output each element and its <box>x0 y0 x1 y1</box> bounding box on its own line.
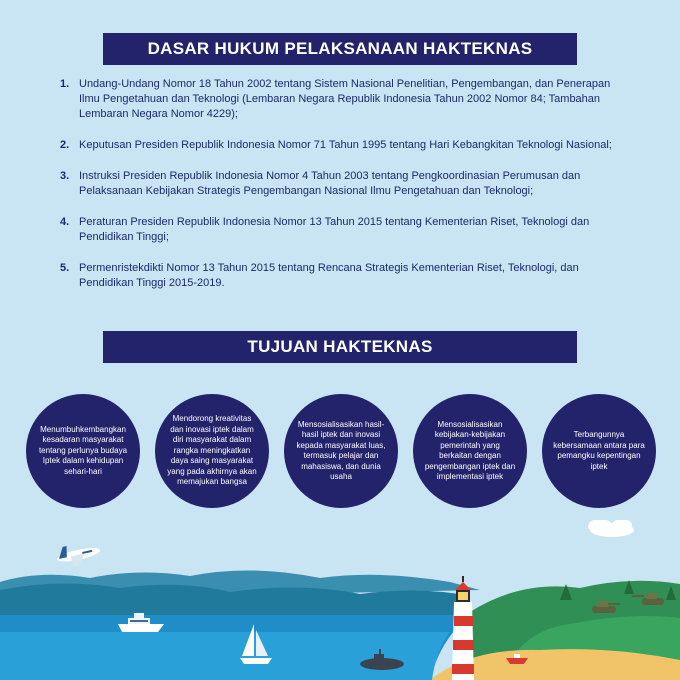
list-item <box>58 261 628 291</box>
airplane-icon <box>55 539 103 570</box>
section-title-dasar-hukum: DASAR HUKUM PELAKSANAAN HAKTEKNAS <box>103 33 577 65</box>
cloud-icon <box>588 520 634 537</box>
lighthouse-icon <box>452 576 474 680</box>
list-item-text: Keputusan Presiden Republik Indonesia Nomor 71 Tahun 1995 tentang Hari Kebangkitan Teknologi Nasional; <box>79 139 612 151</box>
list-item-text: Permenristekdikti Nomor 13 Tahun 2015 tentang Rencana Strategis Kementerian Riset, Teknologi, dan Pendidikan Tinggi 2015-2019. <box>79 262 579 289</box>
goal-circle: Mensosialisasikan hasil-hasil iptek dan inovasi kepada masyarakat luas, termasuk pelajar dan mahasiswa, dan dunia usaha <box>284 394 398 508</box>
goal-circle: Terbangunnya kebersamaan antara para pemangku kepentingan iptek <box>542 394 656 508</box>
list-item-text: Instruksi Presiden Republik Indonesia Nomor 4 Tahun 2003 tentang Pengkoordinasian Perumusan dan Pelaksanaan Kebijakan Strategis Pengembangan Nasional Ilmu Pengetahuan dan Teknologi; <box>79 170 581 197</box>
goal-circle: Mendorong kreativitas dan inovasi iptek dalam diri masyarakat dalam rangka meningkatkan daya saing masyarakat yang pada akhirnya akan memajukan bangsa <box>155 394 269 508</box>
law-list <box>58 77 628 307</box>
goal-circle: Menumbuhkembangkan kesadaran masyarakat tentang perlunya budaya Iptek dalam kehidupan sehari-hari <box>26 394 140 508</box>
list-item-number: 4. <box>60 216 70 228</box>
list-item <box>58 138 628 153</box>
list-item <box>58 215 628 245</box>
goal-circle: Mensosialisasikan kebijakan-kebijakan pemerintah yang berkaitan dengan pengembangan iptek dan implementasi iptek <box>413 394 527 508</box>
goals-row <box>0 394 680 514</box>
list-item-number: 2. <box>60 139 70 151</box>
list-item-text: Peraturan Presiden Republik Indonesia Nomor 13 Tahun 2015 tentang Kementerian Riset, Teknologi dan Pendidikan Tinggi; <box>79 216 590 243</box>
list-item <box>58 169 628 199</box>
list-item <box>58 77 628 122</box>
list-item-text: Undang-Undang Nomor 18 Tahun 2002 tentang Sistem Nasional Penelitian, Pengembangan, dan Penerapan Ilmu Pengetahuan dan Teknologi (Lembaran Negara Republik Indonesia Tahun 2002 Nomor 84; Tambahan Lembaran Negara Nomor 4229); <box>79 78 611 120</box>
list-item-number: 3. <box>60 170 70 182</box>
coastal-illustration <box>0 520 680 680</box>
list-item-number: 1. <box>60 78 70 90</box>
section-title-tujuan: TUJUAN HAKTEKNAS <box>103 331 577 363</box>
list-item-number: 5. <box>60 262 70 274</box>
